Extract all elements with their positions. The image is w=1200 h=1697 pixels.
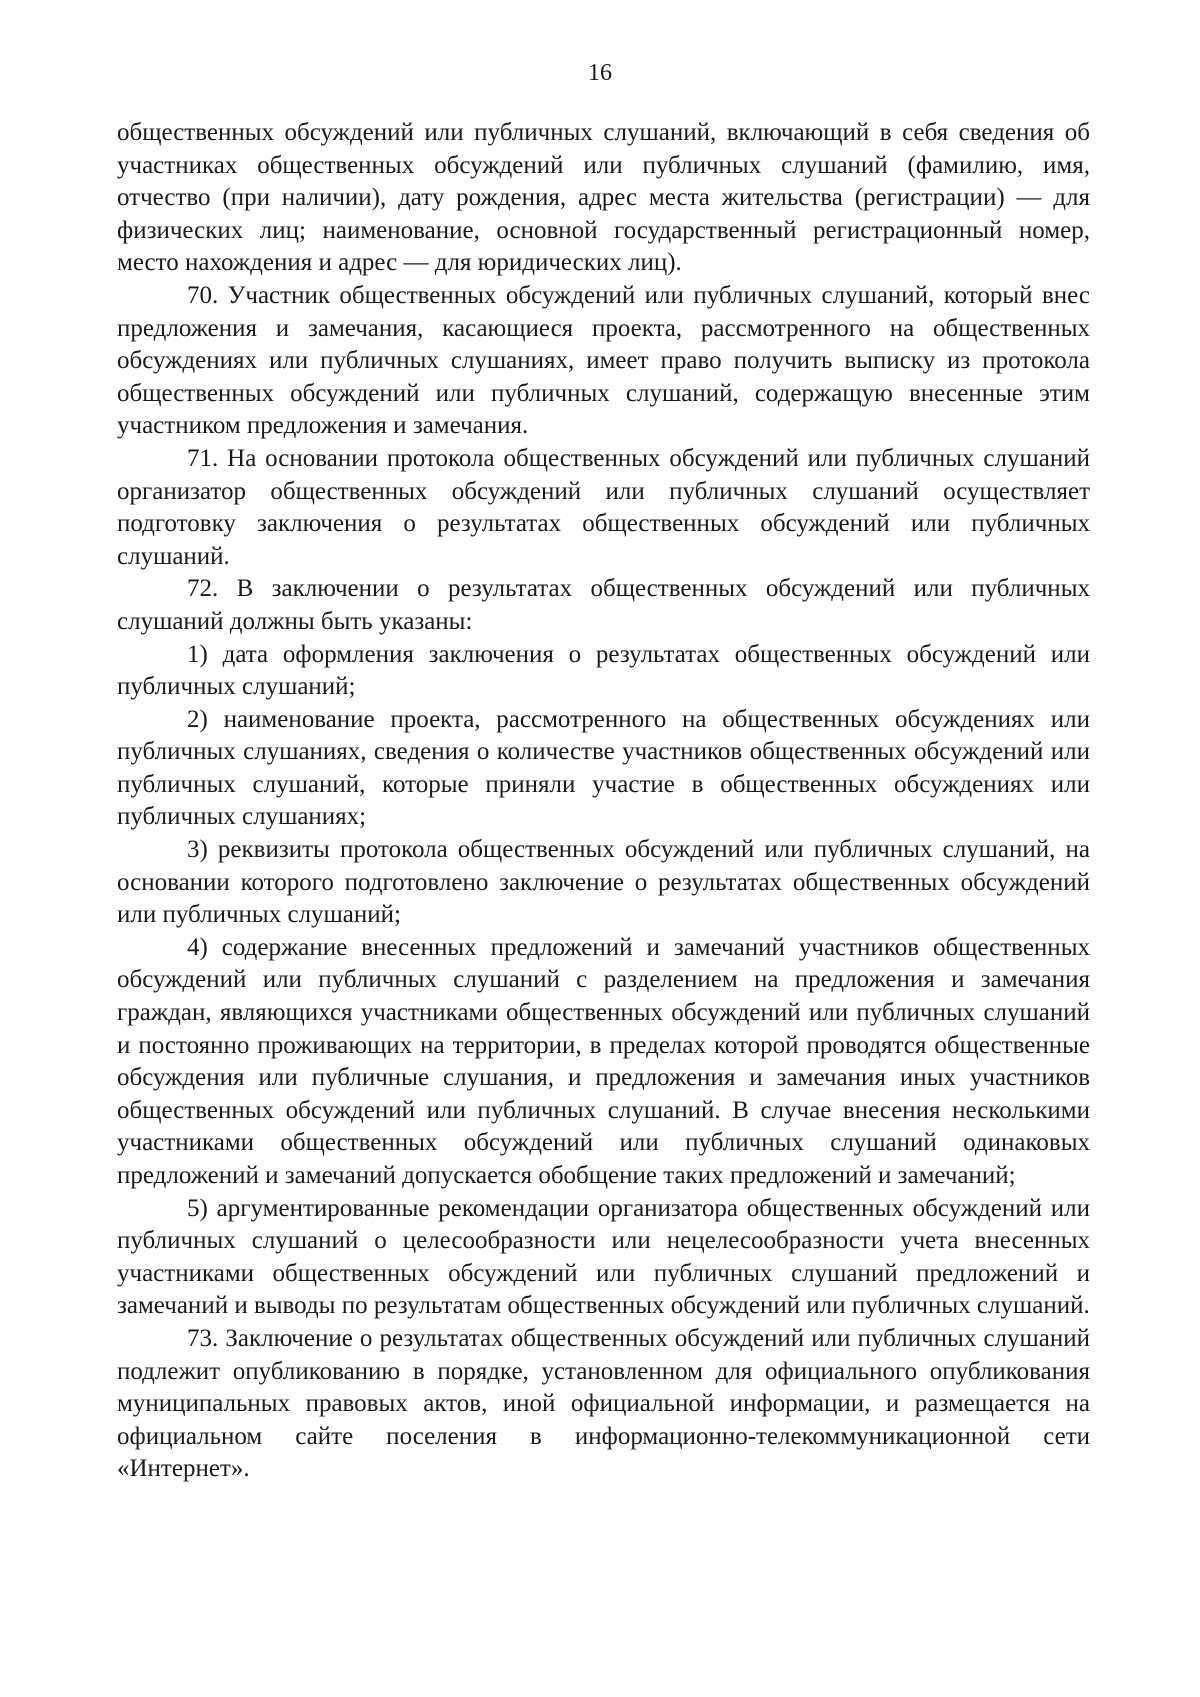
- list-item-2: 2) наименование проекта, рассмотренного на общественных обсуждениях или публичных слушаниях, сведения о количестве участников общественных обсуждений или публичных слушаний, которые приняли участие в общественных обсуждениях или публичных слушаниях;: [117, 705, 1090, 831]
- paragraph-73: 73. Заключение о результатах общественных обсуждений или публичных слушаний подлежит опубликованию в порядке, установленном для официального опубликования муниципальных правовых актов, иной официальной информации, и размещается на официальном сайте поселения в информационно-телекоммуникационной сети «Интернет».: [117, 1324, 1090, 1483]
- paragraph-71: 71. На основании протокола общественных обсуждений или публичных слушаний организатор общественных обсуждений или публичных слушаний осуществляет подготовку заключения о результатах общественных обсуждений или публичных слушаний.: [117, 444, 1090, 570]
- list-item-3: 3) реквизиты протокола общественных обсуждений или публичных слушаний, на основании которого подготовлено заключение о результатах общественных обсуждений или публичных слушаний;: [117, 836, 1090, 929]
- paragraph-70: 70. Участник общественных обсуждений или публичных слушаний, который внес предложения и замечания, касающиеся проекта, рассмотренного на общественных обсуждениях или публичных слушаниях, имеет право получить выписку из протокола общественных обсуждений или публичных слушаний, содержащую внесенные этим участником предложения и замечания.: [117, 281, 1090, 440]
- list-item-1: 1) дата оформления заключения о результатах общественных обсуждений или публичных слушаний;: [117, 640, 1090, 701]
- paragraph-72: 72. В заключении о результатах общественных обсуждений или публичных слушаний должны быть указаны:: [117, 575, 1090, 635]
- paragraph-continuation: общественных обсуждений или публичных слушаний, включающий в себя сведения об участниках общественных обсуждений или публичных слушаний (фамилию, имя, отчество (при наличии), дату рождения, адрес места жительства (регистрации) — для физических лиц; наименование, основной государственный регистрационный номер, место нахождения и адрес — для юридических лиц).: [117, 119, 1090, 277]
- list-item-4: 4) содержание внесенных предложений и замечаний участников общественных обсуждений или публичных слушаний с разделением на предложения и замечания граждан, являющихся участниками общественных обсуждений или публичных слушаний и постоянно проживающих на территории, в пределах которой проводятся общественные обсуждения или публичные слушания, и предложения и замечания иных участников общественных обсуждений или публичных слушаний. В случае внесения несколькими участниками общественных обсуждений или публичных слушаний одинаковых предложений и замечаний допускается обобщение таких предложений и замечаний;: [117, 933, 1090, 1189]
- document-body: [117, 117, 1090, 1486]
- page-number: 16: [588, 60, 612, 86]
- list-item-5: 5) аргументированные рекомендации организатора общественных обсуждений или публичных слушаний о целесообразности или нецелесообразности учета внесенных участниками общественных обсуждений или публичных слушаний предложений и замечаний и выводы по результатам общественных обсуждений или публичных слушаний.: [117, 1194, 1090, 1320]
